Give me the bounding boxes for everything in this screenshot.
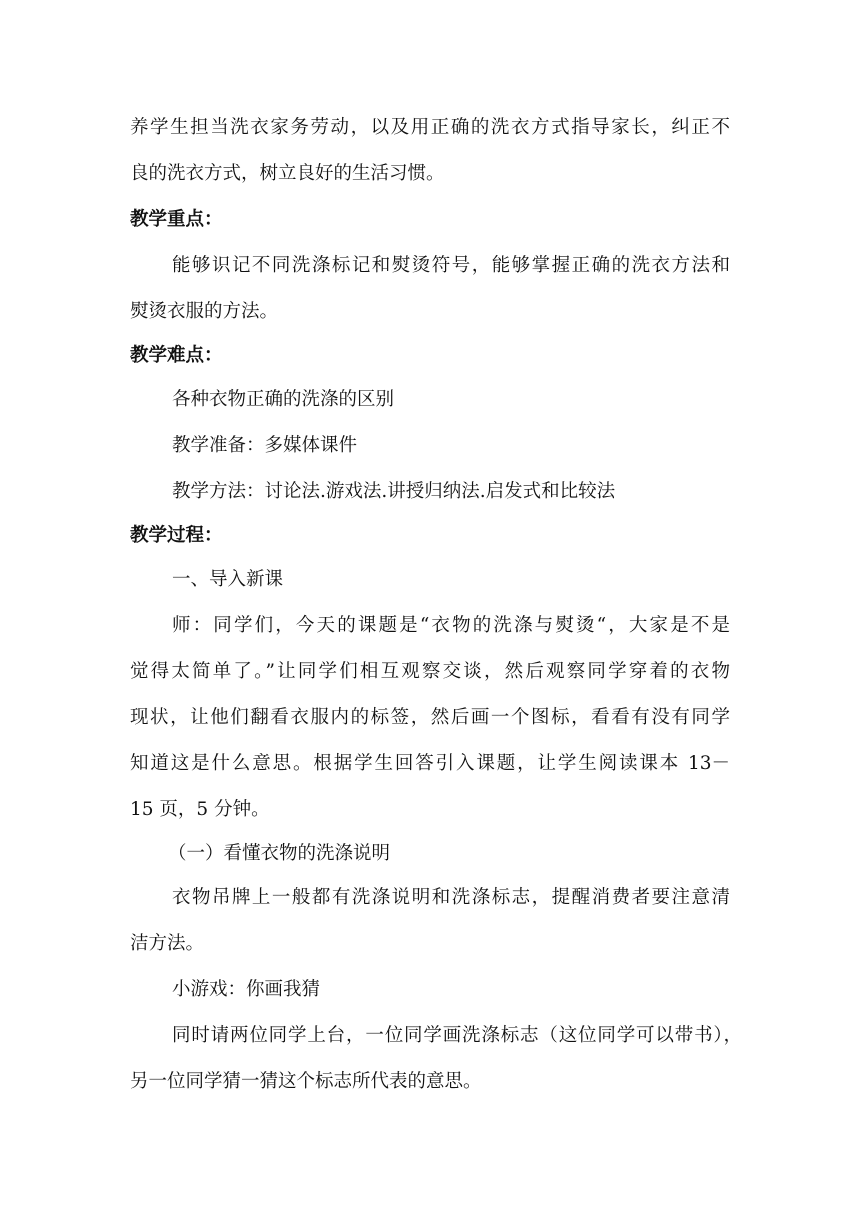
key-points-line-1: 能够识记不同洗涤标记和熨烫符号，能够掌握正确的洗衣方法和 <box>172 255 730 276</box>
methods-line: 教学方法：讨论法.游戏法.讲授归纳法.启发式和比较法 <box>172 481 616 502</box>
teacher-line-4: 知道这是什么意思。根据学生回答引入课题，让学生阅读课本 13－ <box>130 753 730 774</box>
difficulties-line-1: 各种衣物正确的洗涤的区别 <box>172 389 395 410</box>
key-points-heading: 教学重点： <box>130 209 223 230</box>
intro-line-2: 良的洗衣方式，树立良好的生活习惯。 <box>130 163 445 184</box>
intro-line-1: 养学生担当洗衣家务劳动，以及用正确的洗衣方式指导家长，纠正不 <box>130 117 730 138</box>
teacher-line-1: 师：同学们，今天的课题是“衣物的洗涤与熨烫“，大家是不是 <box>172 615 730 636</box>
section-1-title: 一、导入新课 <box>172 569 284 590</box>
subsection-1-title: （一）看懂衣物的洗涤说明 <box>168 843 391 864</box>
teacher-line-3: 现状，让他们翻看衣服内的标签，然后画一个图标，看看有没有同学 <box>130 707 730 728</box>
teacher-line-2: 觉得太简单了。”让同学们相互观察交谈，然后观察同学穿着的衣物 <box>130 661 730 682</box>
care-line-1: 衣物吊牌上一般都有洗涤说明和洗涤标志，提醒消费者要注意清 <box>172 887 730 908</box>
game-title: 小游戏：你画我猜 <box>172 979 321 1000</box>
care-line-2: 洁方法。 <box>130 933 205 954</box>
difficulties-heading: 教学难点： <box>130 345 223 366</box>
teacher-line-5: 15 页，5 分钟。 <box>130 799 270 820</box>
preparation-line: 教学准备：多媒体课件 <box>172 435 358 456</box>
game-line-1: 同时请两位同学上台，一位同学画洗涤标志（这位同学可以带书）， <box>172 1025 742 1046</box>
game-line-2: 另一位同学猜一猜这个标志所代表的意思。 <box>130 1071 482 1092</box>
key-points-line-2: 熨烫衣服的方法。 <box>130 301 279 322</box>
process-heading: 教学过程： <box>130 525 223 546</box>
